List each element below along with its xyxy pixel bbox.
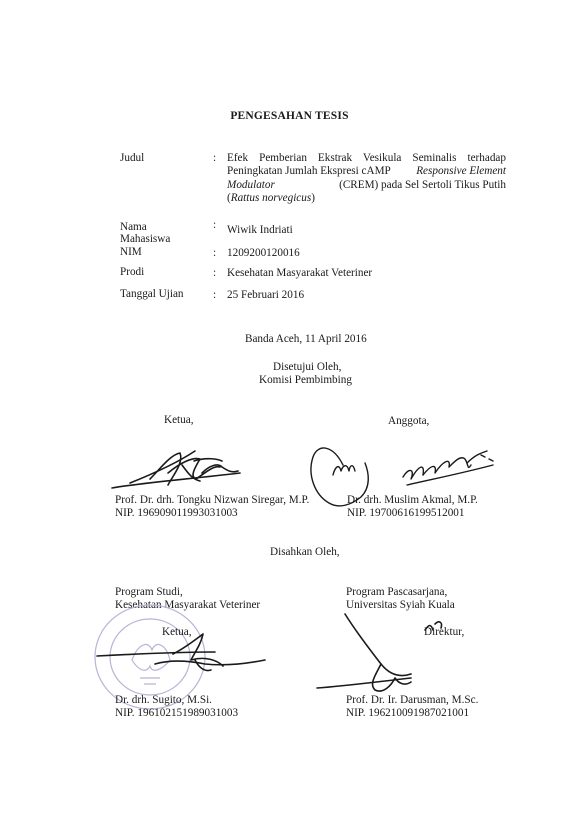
tanggal-label: Tanggal Ujian — [120, 288, 184, 300]
pasca-role: Direktur, — [424, 626, 465, 638]
tanggal-colon: : — [213, 289, 217, 301]
prodi-colon: : — [213, 267, 217, 279]
prodi-header-2: Kesehatan Masyarakat Veteriner — [115, 599, 261, 611]
ketua-role: Ketua, — [164, 414, 194, 426]
judul-paren-close: ) — [311, 192, 315, 204]
sugito-nip: NIP. 196102151989031003 — [115, 707, 239, 719]
darusman-signature — [315, 610, 475, 700]
judul-line-3-text: (CREM) pada Sel Sertoli Tikus Putih — [339, 179, 506, 191]
prodi-label: Prodi — [120, 266, 145, 278]
approved-by: Disetujui Oleh, — [273, 361, 342, 373]
judul-line-4-italic: Rattus norvegicus — [230, 192, 312, 204]
judul-line-3-italic: Modulator — [227, 179, 275, 191]
judul-line-2-text: Peningkatan Jumlah Ekspresi cAMP — [227, 165, 391, 177]
anggota-role: Anggota, — [388, 415, 430, 427]
sugito-signature — [95, 630, 275, 680]
nama-colon: : — [213, 219, 217, 231]
prodi-role: Ketua, — [162, 626, 192, 638]
judul-line-1: Efek Pemberian Ekstrak Vesikula Seminalis terhadap — [227, 152, 506, 164]
ratified-by: Disahkan Oleh, — [270, 546, 340, 558]
nama-label-1: Nama — [120, 221, 147, 233]
committee-label: Komisi Pembimbing — [259, 374, 352, 386]
tanggal-value: 25 Februari 2016 — [227, 289, 305, 301]
judul-line-3 — [227, 179, 506, 192]
darusman-name: Prof. Dr. Ir. Darusman, M.Sc. — [346, 694, 479, 706]
pasca-header-1: Program Pascasarjana, — [346, 586, 448, 598]
nama-label-2: Mahasiswa — [120, 233, 171, 245]
nim-value: 1209200120016 — [227, 247, 300, 259]
judul-line-2 — [227, 165, 506, 178]
place-date: Banda Aceh, 11 April 2016 — [245, 333, 367, 345]
sugito-name: Dr. drh. Sugito, M.Si. — [115, 694, 212, 706]
anggota-nip: NIP. 19700616199512001 — [347, 507, 465, 519]
judul-line-2-italic: Responsive Element — [416, 165, 506, 177]
nama-value: Wiwik Indriati — [227, 224, 293, 236]
judul-paren-open: ( — [227, 192, 231, 204]
prodi-header-1: Program Studi, — [115, 586, 183, 598]
nim-label: NIM — [120, 246, 142, 258]
nim-colon: : — [213, 247, 217, 259]
judul-label: Judul — [120, 152, 145, 164]
document-title: PENGESAHAN TESIS — [230, 110, 349, 122]
ketua-nip: NIP. 196909011993031003 — [115, 507, 238, 519]
prodi-value: Kesehatan Masyarakat Veteriner — [227, 267, 373, 279]
darusman-nip: NIP. 196210091987021001 — [346, 707, 470, 719]
judul-line-4 — [227, 192, 315, 205]
anggota-name: Dr. drh. Muslim Akmal, M.P. — [347, 494, 478, 506]
judul-colon: : — [213, 152, 217, 164]
ketua-name: Prof. Dr. drh. Tongku Nizwan Siregar, M.P. — [115, 494, 310, 506]
pasca-header-2: Universitas Syiah Kuala — [346, 599, 455, 611]
